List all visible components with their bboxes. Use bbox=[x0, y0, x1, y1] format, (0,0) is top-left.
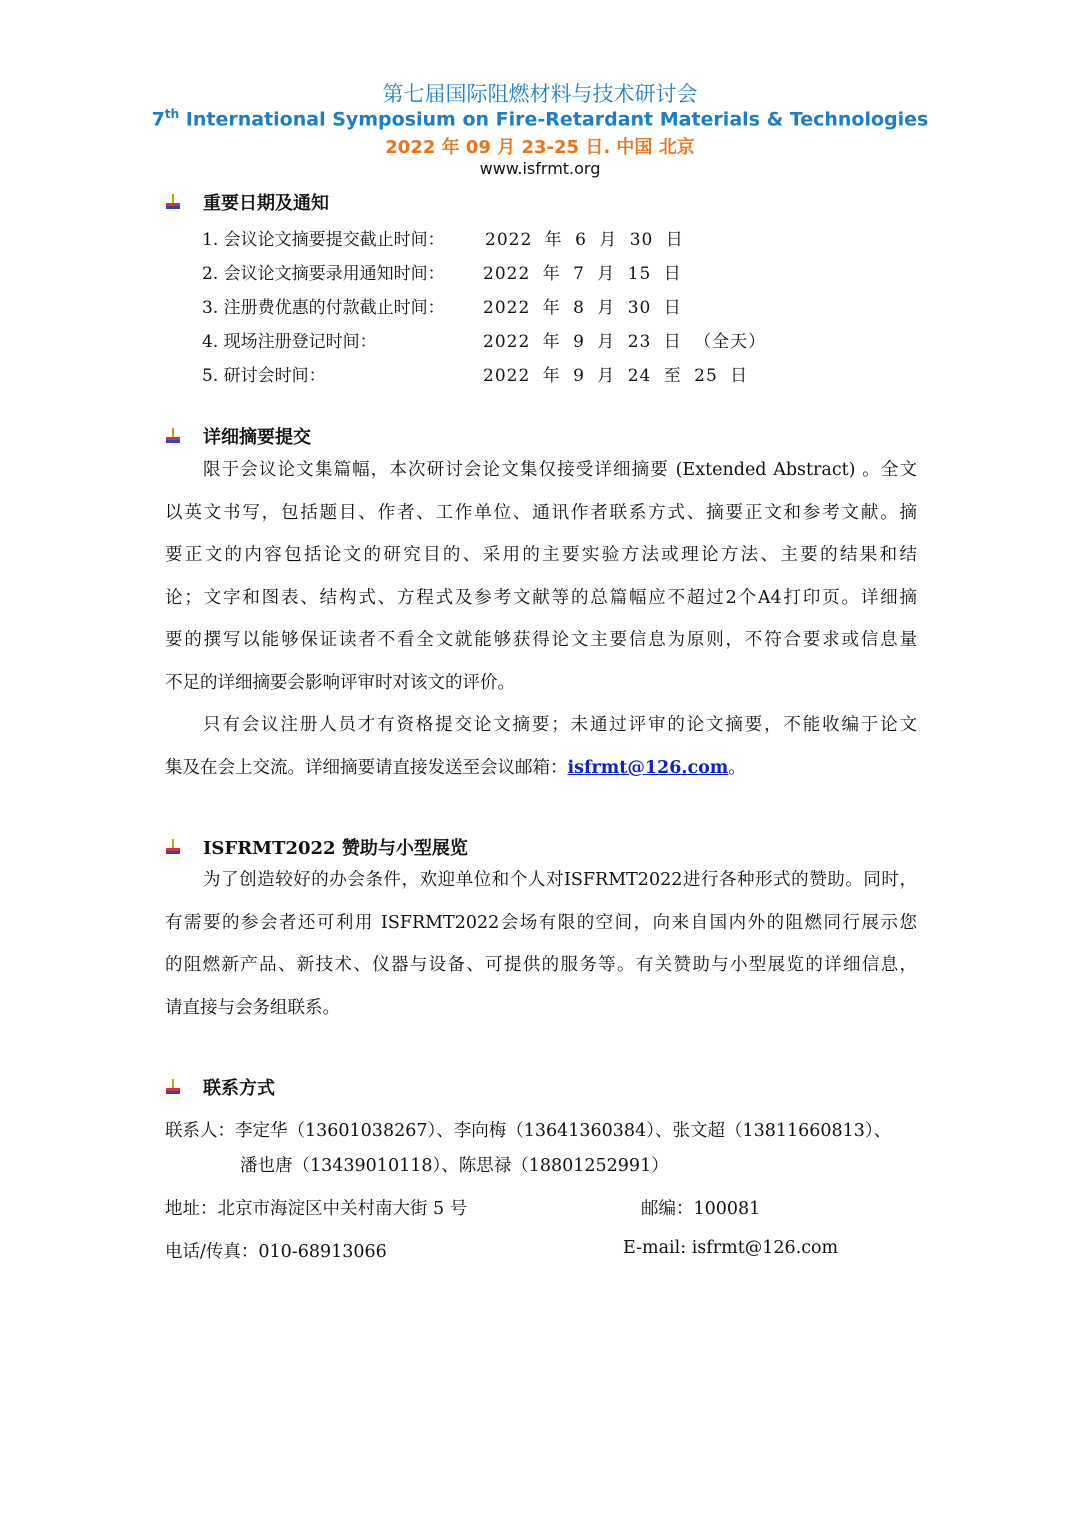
heading-text: 详细摘要提交 bbox=[203, 427, 311, 448]
title-text: International Symposium on Fire-Retardant Materials & Technologies bbox=[179, 108, 929, 131]
bullet-arrow-icon bbox=[165, 1079, 181, 1095]
date-value: 2022 年 9 月 23 日 （全天） bbox=[483, 332, 767, 352]
text-line: 只有会议注册人员才有资格提交论文摘要；未通过评审的论文摘要，不能收编于论文 bbox=[203, 715, 917, 735]
date-label: 1. 会议论文摘要提交截止时间： bbox=[202, 230, 445, 250]
sponsor-paragraph bbox=[165, 859, 917, 1029]
date-value: 2022 年 9 月 24 至 25 日 bbox=[483, 366, 749, 386]
text: 。 bbox=[728, 757, 746, 778]
bullet-arrow-icon bbox=[165, 428, 181, 444]
section-contact-heading bbox=[165, 1074, 275, 1100]
abstract-paragraph-1 bbox=[165, 449, 917, 789]
heading-text: 联系方式 bbox=[203, 1078, 275, 1099]
title-num: 7 bbox=[151, 108, 165, 131]
heading-text: 重要日期及通知 bbox=[203, 193, 329, 214]
date-value: 2022 年 6 月 30 日 bbox=[485, 230, 684, 250]
text-line: 不足的详细摘要会影响评审时对该文的评价。 bbox=[165, 672, 515, 693]
bullet-arrow-icon bbox=[165, 194, 181, 210]
date-label: 5. 研讨会时间： bbox=[202, 366, 326, 386]
text-line: 限于会议论文集篇幅，本次研讨会论文集仅接受详细摘要 (Extended Abstract) 。全文 bbox=[203, 460, 917, 480]
date-place: 2022 年 09 月 23-25 日. 中国 北京 bbox=[385, 137, 695, 158]
date-value: 2022 年 7 月 15 日 bbox=[483, 264, 682, 284]
postcode: 邮编：100081 bbox=[641, 1199, 761, 1219]
text-line: 论；文字和图表、结构式、方程式及参考文献等的总篇幅应不超过2个A4打印页。详细摘 bbox=[165, 587, 917, 608]
date-value: 2022 年 8 月 30 日 bbox=[483, 298, 682, 318]
text-line: 请直接与会务组联系。 bbox=[165, 997, 340, 1018]
date-label: 4. 现场注册登记时间： bbox=[202, 332, 377, 352]
contact-email: E-mail: isfrmt@126.com bbox=[623, 1238, 839, 1258]
title-english bbox=[0, 107, 1080, 130]
heading-text: ISFRMT2022 赞助与小型展览 bbox=[203, 838, 468, 859]
section-sponsor-heading bbox=[165, 834, 468, 860]
text-line: 要正文的内容包括论文的研究目的、采用的主要实验方法或理论方法、主要的结果和结 bbox=[165, 545, 917, 565]
contact-people-2: 潘也唐（13439010118）、陈思禄（18801252991） bbox=[240, 1156, 669, 1176]
phone: 电话/传真：010-68913066 bbox=[165, 1242, 387, 1262]
text-line: 的阻燃新产品、新技术、仪器与设备、可提供的服务等。有关赞助与小型展览的详细信息， bbox=[165, 955, 917, 975]
email-link[interactable]: isfrmt@126.com bbox=[567, 757, 729, 778]
bullet-arrow-icon bbox=[165, 839, 181, 855]
contact-people: 联系人：李定华（13601038267）、李向梅（13641360384）、张文超（13811660813）、 bbox=[165, 1121, 892, 1141]
title-sup: th bbox=[164, 107, 180, 121]
website: www.isfrmt.org bbox=[479, 159, 601, 178]
title-chinese: 第七届国际阻燃材料与技术研讨会 bbox=[382, 82, 698, 106]
text-line: 要的撰写以能够保证读者不看全文就能够获得论文主要信息为原则，不符合要求或信息量 bbox=[165, 630, 917, 650]
text: 集及在会上交流。详细摘要请直接发送至会议邮箱： bbox=[165, 757, 568, 778]
address: 地址：北京市海淀区中关村南大街 5 号 bbox=[165, 1199, 468, 1219]
text-line: 有需要的参会者还可利用 ISFRMT2022会场有限的空间，向来自国内外的阻燃同行展示您 bbox=[165, 912, 917, 933]
text-line: 以英文书写，包括题目、作者、工作单位、通讯作者联系方式、摘要正文和参考文献。摘 bbox=[165, 502, 917, 523]
text-line: 为了创造较好的办会条件，欢迎单位和个人对ISFRMT2022进行各种形式的赞助。同时， bbox=[203, 870, 917, 890]
section-abstract-heading bbox=[165, 423, 311, 449]
date-label: 3. 注册费优惠的付款截止时间： bbox=[202, 298, 445, 318]
section-dates-heading bbox=[165, 189, 329, 215]
date-label: 2. 会议论文摘要录用通知时间： bbox=[202, 264, 445, 284]
text-line bbox=[165, 747, 917, 790]
